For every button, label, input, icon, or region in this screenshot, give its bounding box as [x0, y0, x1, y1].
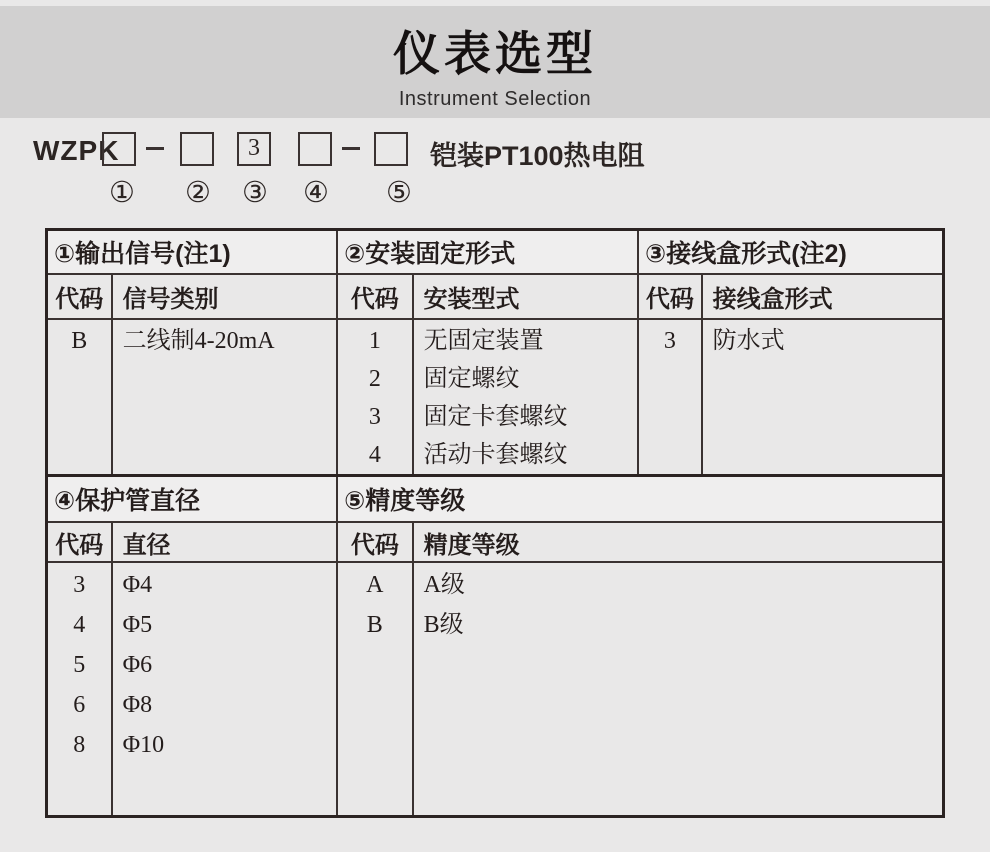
option-label: Φ8 [122, 692, 153, 718]
model-prefix: WZPK [33, 135, 120, 166]
code-value: B [366, 612, 383, 638]
code-value: 3 [368, 404, 381, 430]
code-value: 8 [73, 732, 86, 758]
column-header-code-1: 代码 [48, 275, 113, 318]
option-label: A级 [423, 572, 465, 598]
code-value: 1 [368, 328, 381, 354]
model-description: 铠装PT100热电阻 [430, 141, 645, 171]
model-box-4 [298, 132, 332, 166]
code-value: 6 [73, 692, 86, 718]
option-label: Φ10 [122, 732, 165, 758]
column-header-code-5: 代码 [338, 523, 413, 561]
column-header-row [48, 275, 942, 320]
section-title-row [48, 477, 942, 523]
column-header-accuracy-grade: 精度等级 [423, 532, 520, 559]
diameter-codes [48, 563, 113, 815]
column-header-code-4: 代码 [48, 523, 113, 561]
selection-table [45, 228, 945, 818]
selection-table-top [48, 231, 942, 477]
column-header-signal-type: 信号类别 [113, 275, 339, 318]
code-value: 3 [663, 328, 676, 354]
dash-separator-1 [146, 147, 164, 150]
column-header-junction-box-type: 接线盒形式 [712, 286, 833, 313]
option-label: 二线制4-20mA [122, 328, 275, 354]
column-header-code-2: 代码 [338, 275, 413, 318]
mounting-labels [414, 320, 639, 474]
option-label: 防水式 [712, 328, 785, 354]
table-body-row [48, 563, 942, 815]
code-value: 4 [368, 442, 381, 468]
accuracy-labels [414, 563, 942, 815]
column-header-diameter: 直径 [113, 523, 339, 561]
model-box-2 [180, 132, 214, 166]
page-header [0, 6, 990, 118]
option-label: 固定螺纹 [423, 366, 520, 392]
column-header-row [48, 523, 942, 563]
output-signal-codes [48, 320, 113, 474]
section-title-accuracy: ⑤精度等级 [344, 487, 466, 515]
selection-table-bottom [48, 477, 942, 815]
position-marker-3: ③ [242, 175, 268, 209]
code-value: 3 [73, 572, 86, 598]
model-box-1 [102, 132, 136, 166]
section-title-tube-diameter: ④保护管直径 [48, 477, 338, 521]
position-marker-4: ④ [303, 175, 329, 209]
accuracy-codes [338, 563, 414, 815]
column-header-code-3: 代码 [639, 275, 703, 318]
code-value: B [71, 328, 88, 354]
table-body-row [48, 320, 942, 474]
dash-separator-2 [342, 147, 360, 150]
column-header-mounting-type: 安装型式 [414, 275, 640, 318]
position-marker-1: ① [109, 175, 135, 209]
section-title-output-signal: ①输出信号(注1) [48, 231, 338, 273]
junction-box-codes [639, 320, 703, 474]
option-label: B级 [423, 612, 464, 638]
output-signal-labels [113, 320, 338, 474]
page-subtitle: Instrument Selection [398, 88, 592, 110]
code-value: 2 [368, 366, 381, 392]
option-label: Φ6 [122, 652, 153, 678]
option-label: 活动卡套螺纹 [423, 442, 568, 468]
option-label: 固定卡套螺纹 [423, 404, 568, 430]
option-label: Φ5 [122, 612, 153, 638]
section-title-row [48, 231, 942, 275]
section-title-mounting: ②安装固定形式 [338, 231, 639, 273]
option-label: 无固定装置 [423, 328, 544, 354]
code-value: 5 [73, 652, 86, 678]
option-label: Φ4 [122, 572, 153, 598]
position-marker-2: ② [185, 175, 211, 209]
code-value: A [366, 572, 384, 598]
code-value: 4 [73, 612, 86, 638]
model-box-3: 3 [237, 132, 271, 166]
diameter-labels [113, 563, 338, 815]
mounting-codes [338, 320, 414, 474]
position-marker-5: ⑤ [386, 175, 412, 209]
junction-box-labels [703, 320, 942, 474]
page-title: 仪表选型 [393, 27, 597, 80]
model-box-5 [374, 132, 408, 166]
section-title-junction-box: ③接线盒形式(注2) [645, 239, 847, 268]
